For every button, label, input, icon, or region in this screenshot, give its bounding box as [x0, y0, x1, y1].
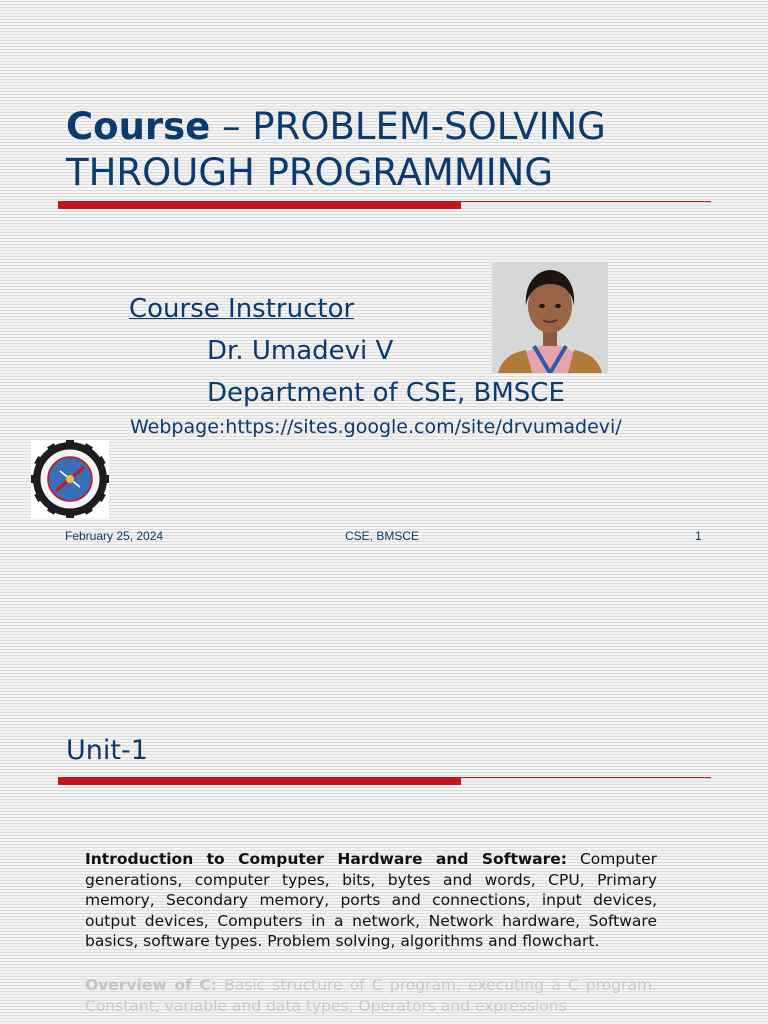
title-rest: – PROBLEM-SOLVING THROUGH PROGRAMMING	[66, 105, 606, 194]
instructor-heading: Course Instructor	[129, 294, 355, 324]
title-bold: Course	[66, 105, 211, 148]
footer-page-number: 1	[695, 529, 702, 543]
unit-paragraph-hardware-software	[85, 849, 657, 952]
unit-title: Unit-1	[66, 735, 148, 766]
instructor-name: Dr. Umadevi V	[207, 336, 394, 366]
paragraph-lead: Introduction to Computer Hardware and Software:	[85, 850, 567, 868]
title-rule-red-bar	[58, 201, 461, 209]
paragraph-body: Basic structure of C program, executing a C program. Constant, variable and data types, Operators and expressions	[85, 976, 657, 1015]
unit-paragraph-overview-c	[85, 975, 657, 1016]
paragraph-body: Computer generations, computer types, bits, bytes and words, CPU, Primary memory, Secondary memory, ports and connections, input devices, output devices, Computers in a network, Network hardware, Software basics, software types. Problem solving, algorithms and flowchart.	[85, 850, 657, 950]
slide-title	[66, 104, 726, 196]
paragraph-lead: Overview of C:	[85, 976, 217, 994]
slide-2	[0, 560, 768, 1024]
title-rule-thin-line	[461, 201, 711, 202]
instructor-department: Department of CSE, BMSCE	[207, 378, 565, 408]
college-logo	[31, 440, 109, 518]
unit-rule-thin-line	[461, 777, 711, 778]
unit-rule-red-bar	[58, 777, 461, 785]
instructor-webpage: Webpage:https://sites.google.com/site/drvumadevi/	[130, 416, 622, 438]
footer-center: CSE, BMSCE	[345, 529, 420, 543]
footer-date: February 25, 2024	[65, 529, 164, 543]
instructor-photo	[492, 262, 608, 373]
